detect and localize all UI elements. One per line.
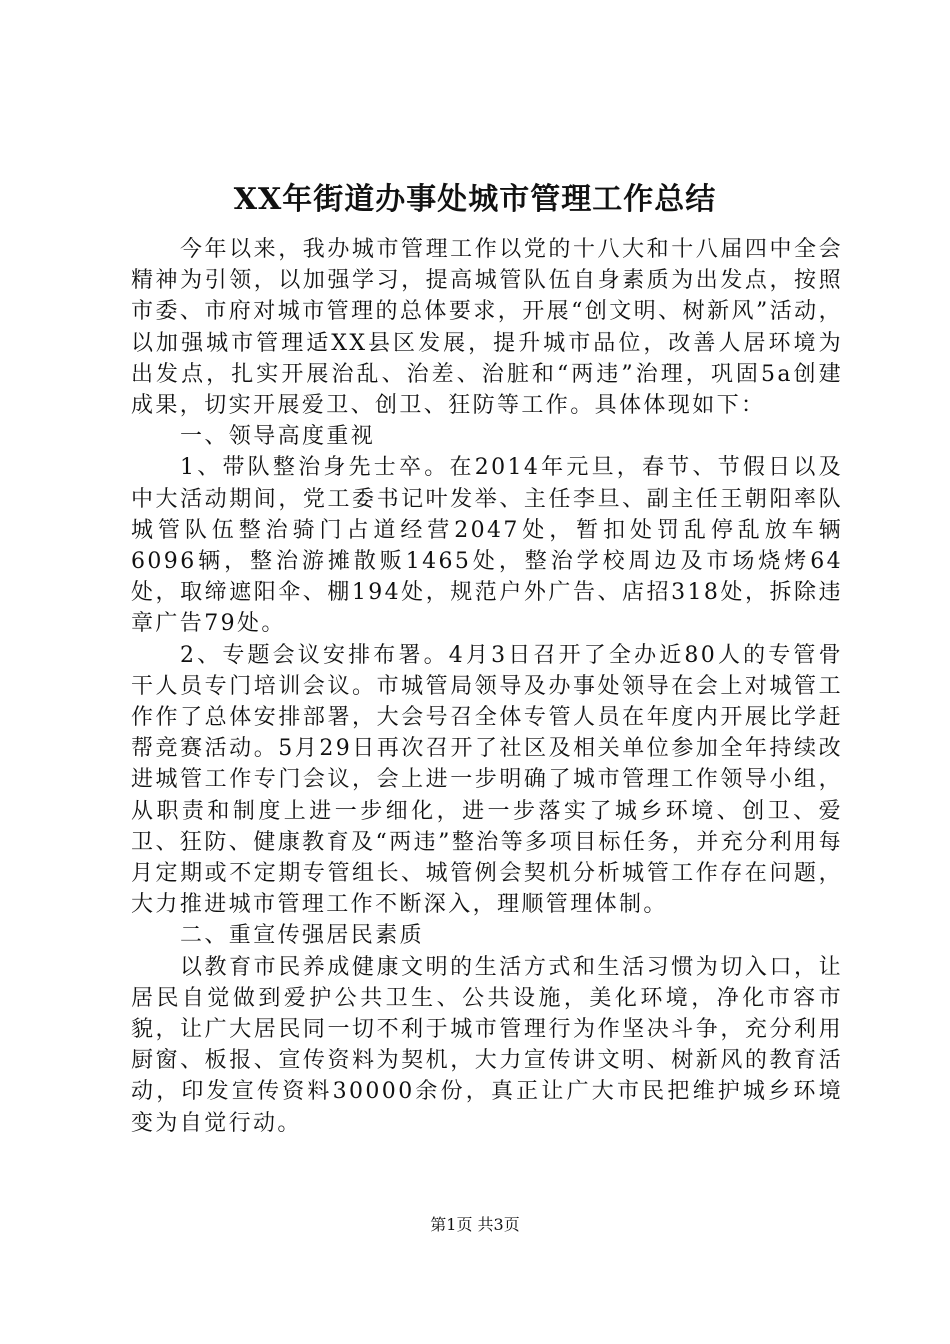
paragraph-intro: 今年以来，我办城市管理工作以党的十八大和十八届四中全会精神为引领，以加强学习，提高城管队伍自身素质为出发点，按照市委、市府对城市管理的总体要求，开展“创文明、树新风”活动，以加强城市管理适XX县区发展，提升城市品位，改善人居环境为出发点，扎实开展治乱、治差、治脏和“两违”治理，巩固5a创建成果，切实开展爱卫、创卫、狂防等工作。具体体现如下： — [131, 237, 843, 419]
page-footer: 第1页 共3页 — [430, 1215, 520, 1234]
paragraph-1-1: 1、带队整治身先士卒。在2014年元旦，春节、节假日以及中大活动期间，党工委书记叶发举、主任李旦、副主任王朝阳率队城管队伍整治骑门占道经营2047处，暂扣处罚乱停乱放车辆6096辆，整治游摊散贩1465处，整治学校周边及市场烧烤64处，取缔遮阳伞、棚194处，规范户外广告、店招318处，拆除违章广告79处。 — [131, 455, 843, 637]
document-title: XX年街道办事处城市管理工作总结 — [233, 182, 717, 217]
paragraph-1-2: 2、专题会议安排布署。4月3日召开了全办近80人的专管骨干人员专门培训会议。市城管局领导及办事处领导在会上对城管工作作了总体安排部署，大会号召全体专管人员在年度内开展比学赶帮竞赛活动。5月29日再次召开了社区及相关单位参加全年持续改进城管工作专门会议，会上进一步明确了城市管理工作领导小组，从职责和制度上进一步细化，进一步落实了城乡环境、创卫、爱卫、狂防、健康教育及“两违”整治等多项目标任务，并充分利用每月定期或不定期专管组长、城管例会契机分析城管工作存在问题，大力推进城市管理工作不断深入，理顺管理体制。 — [131, 642, 843, 918]
paragraph-2: 以教育市民养成健康文明的生活方式和生活习惯为切入口，让居民自觉做到爱护公共卫生、公共设施，美化环境，净化市容市貌，让广大居民同一切不利于城市管理行为作坚决斗争，充分利用厨窗、板报、宣传资料为契机，大力宣传讲文明、树新风的教育活动，印发宣传资料30000余份，真正让广大市民把维护城乡环境变为自觉行动。 — [131, 954, 843, 1136]
section-heading-1: 一、领导高度重视 — [180, 424, 376, 450]
section-heading-2: 二、重宣传强居民素质 — [180, 923, 425, 949]
document-body — [131, 234, 843, 1139]
